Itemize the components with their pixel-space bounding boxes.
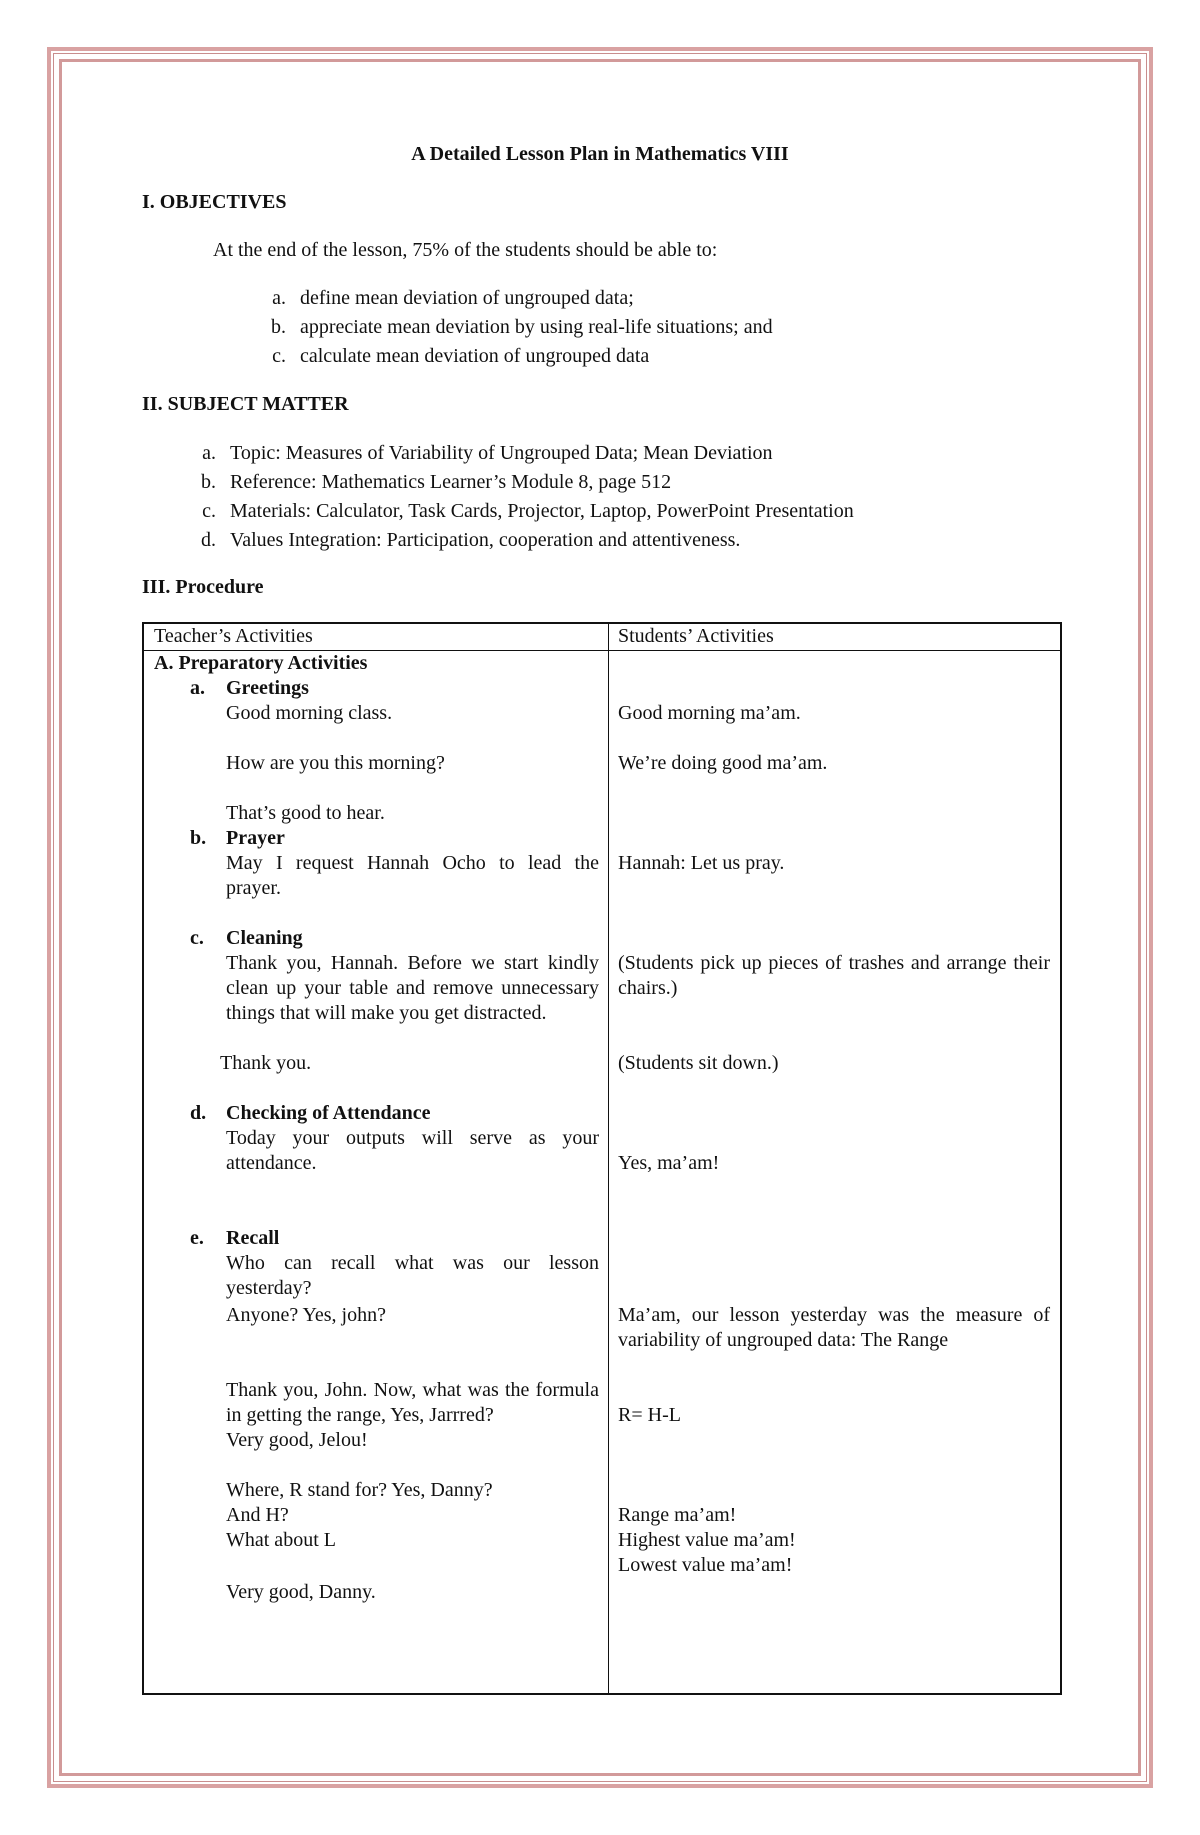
teacher-line: Anyone? Yes, john? (226, 1304, 386, 1326)
procedure-heading: III. Procedure (142, 576, 264, 598)
list-text: calculate mean deviation of ungrouped data (300, 345, 650, 367)
teacher-line: Who can recall what was our lesson yesterday? (226, 1252, 599, 1299)
item-marker: d. (190, 1102, 207, 1124)
list-item (250, 342, 773, 371)
teacher-line: Thank you, John. Now, what was the formula in getting the range, Yes, Jarrred? (226, 1379, 599, 1426)
item-marker: e. (190, 1227, 204, 1249)
document-title: A Detailed Lesson Plan in Mathematics VIII (411, 143, 789, 165)
teacher-line: Thank you, Hannah. Before we start kindly clean up your table and remove unnecessary things that will make you get distracted. (226, 952, 599, 1024)
recall-title: Recall (226, 1227, 280, 1249)
item-marker: b. (190, 827, 207, 849)
list-marker: a. (272, 287, 286, 309)
teacher-line: Very good, Jelou! (226, 1429, 368, 1451)
teacher-line: That’s good to hear. (226, 802, 385, 824)
objectives-list (250, 284, 773, 371)
list-marker: a. (202, 442, 216, 464)
list-text: define mean deviation of ungrouped data; (300, 287, 634, 309)
section-a-heading: A. Preparatory Activities (154, 652, 368, 674)
column-divider (608, 624, 609, 1693)
student-line: Range ma’am! (618, 1504, 737, 1526)
greetings-title: Greetings (226, 677, 309, 699)
student-line: (Students sit down.) (618, 1052, 779, 1074)
student-line: Ma’am, our lesson yesterday was the measure of variability of ungrouped data: The Range (618, 1304, 1050, 1351)
list-marker: c. (272, 345, 286, 367)
cleaning-title: Cleaning (226, 927, 303, 949)
item-marker: c. (190, 927, 204, 949)
teacher-line: Today your outputs will serve as your attendance. (226, 1127, 599, 1174)
student-line: Yes, ma’am! (618, 1152, 720, 1174)
student-line: R= H-L (618, 1404, 681, 1426)
teacher-line: May I request Hannah Ocho to lead the prayer. (226, 852, 599, 899)
list-item (180, 468, 854, 497)
prayer-title: Prayer (226, 827, 285, 849)
teacher-line: What about L (226, 1529, 336, 1551)
list-text: Materials: Calculator, Task Cards, Projector, Laptop, PowerPoint Presentation (230, 500, 854, 522)
subject-matter-heading: II. SUBJECT MATTER (142, 393, 349, 415)
list-text: appreciate mean deviation by using real-life situations; and (300, 316, 773, 338)
attendance-title: Checking of Attendance (226, 1102, 431, 1124)
list-marker: d. (201, 529, 216, 551)
list-marker: b. (201, 471, 216, 493)
students-column-header: Students’ Activities (618, 625, 774, 647)
teacher-line: And H? (226, 1504, 289, 1526)
list-text: Values Integration: Participation, cooperation and attentiveness. (230, 529, 741, 551)
student-line: Hannah: Let us pray. (618, 852, 785, 874)
teacher-line: Where, R stand for? Yes, Danny? (226, 1479, 493, 1501)
objectives-heading: I. OBJECTIVES (142, 191, 287, 213)
student-line: Highest value ma’am! (618, 1529, 796, 1551)
student-line: Good morning ma’am. (618, 702, 801, 724)
objectives-intro: At the end of the lesson, 75% of the students should be able to: (213, 239, 718, 261)
subject-matter-list (180, 439, 854, 555)
list-text: Topic: Measures of Variability of Ungrouped Data; Mean Deviation (230, 442, 773, 464)
student-line: (Students pick up pieces of trashes and arrange their chairs.) (618, 952, 1050, 999)
list-marker: b. (271, 316, 286, 338)
procedure-table (142, 622, 1062, 1695)
teacher-column-header: Teacher’s Activities (154, 625, 313, 647)
list-item (250, 284, 773, 313)
list-text: Reference: Mathematics Learner’s Module 8, page 512 (230, 471, 672, 493)
student-line: We’re doing good ma’am. (618, 752, 828, 774)
list-item (180, 439, 854, 468)
teacher-line: Very good, Danny. (226, 1581, 376, 1603)
list-marker: c. (202, 500, 216, 522)
list-item (180, 526, 854, 555)
list-item (180, 497, 854, 526)
teacher-line: Good morning class. (226, 702, 393, 724)
student-line: Lowest value ma’am! (618, 1554, 793, 1576)
list-item (250, 313, 773, 342)
teacher-line: How are you this morning? (226, 752, 445, 774)
item-marker: a. (190, 677, 205, 699)
teacher-line: Thank you. (220, 1052, 312, 1074)
